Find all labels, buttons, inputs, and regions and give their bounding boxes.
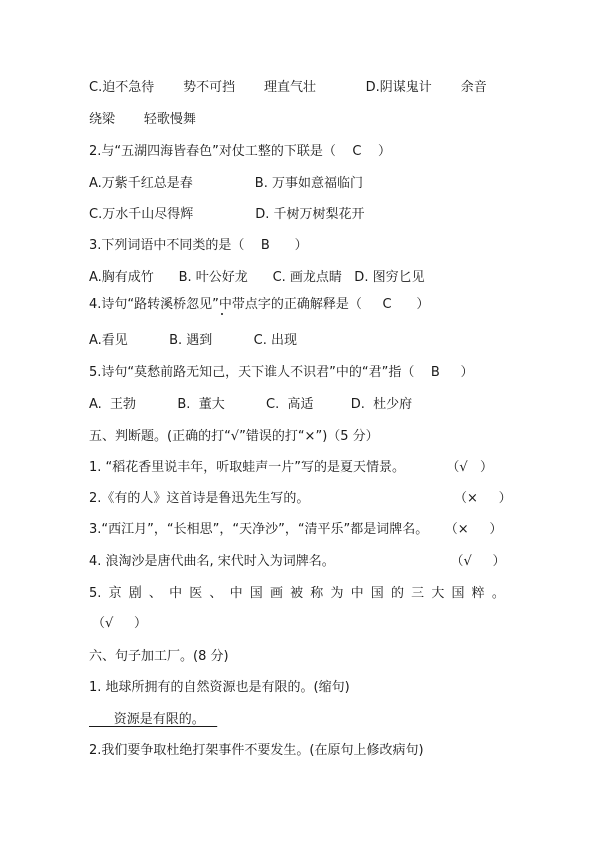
q5-char: 粹: [471, 586, 485, 601]
q5-char: 、: [148, 586, 162, 601]
judge-1: 1. “稻花香里说丰年，听取蛙声一片”写的是夏天情景。 （√ ）: [89, 460, 494, 475]
emphasis-dot: [221, 313, 223, 315]
question-4: 4.诗句“路转溪桥忽见”中带点字的正确解释是（ C ）: [89, 297, 430, 312]
judge-3: 3.“西江月”，“长相思”，“天净沙”，“清平乐”都是词牌名。 （× ）: [89, 522, 503, 537]
q5-char: 国: [249, 586, 263, 601]
sentence-2: 2.我们要争取杜绝打架事件不要发生。(在原句上修改病句): [89, 743, 424, 758]
q5-char: 中: [169, 586, 183, 601]
section-5-heading: 五、判断题。(正确的打“√”错误的打“×”)（5 分）: [89, 429, 379, 444]
q5-char: 大: [431, 586, 445, 601]
line-1: C.迫不急待 势不可挡 理直气壮 D.阴谋鬼计 余音: [89, 80, 487, 95]
q5-char: 。: [491, 586, 505, 601]
question-5: 5.诗句“莫愁前路无知己，天下谁人不识君”中的“君”指（ B ）: [89, 365, 474, 380]
q5-char: 、: [209, 586, 223, 601]
judge-4: 4. 浪淘沙是唐代曲名, 宋代时入为词牌名。 （√ ）: [89, 554, 506, 569]
q5-options: A. 王勃 B. 董大 C. 高适 D. 杜少府: [89, 397, 413, 412]
sentence-1-answer: 资源是有限的。: [89, 712, 218, 727]
judge-5: [89, 586, 505, 602]
q5-char: 画: [269, 586, 283, 601]
line-2: 绕梁 轻歌慢舞: [89, 112, 196, 127]
q5-char: 的: [390, 586, 404, 601]
q2-options-cd: C.万水千山尽得辉 D. 千树万树梨花开: [89, 207, 365, 222]
q5-char: 5.: [89, 586, 102, 601]
q4-options: A.看见 B. 遇到 C. 出现: [89, 333, 297, 348]
q5-char: 被: [290, 586, 304, 601]
judge-2: 2.《有的人》这首诗是鲁迅先生写的。 （× ）: [89, 491, 512, 506]
question-2: 2.与“五湖四海皆春色”对仗工整的下联是（ C ）: [89, 144, 392, 159]
q3-options: A.胸有成竹 B. 叶公好龙 C. 画龙点睛 D. 图穷匕见: [89, 270, 425, 285]
q5-char: 三: [411, 586, 425, 601]
q5-char: 剧: [128, 586, 142, 601]
question-3: 3.下列词语中不同类的是（ B ）: [89, 238, 308, 253]
sentence-1: 1. 地球所拥有的自然资源也是有限的。(缩句): [89, 680, 350, 695]
q5-char: 医: [189, 586, 203, 601]
q5-char: 称: [310, 586, 324, 601]
section-6-heading: 六、句子加工厂。(8 分): [89, 649, 229, 664]
q5-char: 中: [229, 586, 243, 601]
judge-5-answer: （√ ）: [92, 616, 147, 631]
q5-char: 京: [108, 586, 122, 601]
q5-char: 为: [330, 586, 344, 601]
q5-char: 国: [370, 586, 384, 601]
q5-char: 中: [350, 586, 364, 601]
q5-char: 国: [451, 586, 465, 601]
q2-options-ab: A.万紫千红总是春 B. 万事如意福临门: [89, 176, 363, 191]
